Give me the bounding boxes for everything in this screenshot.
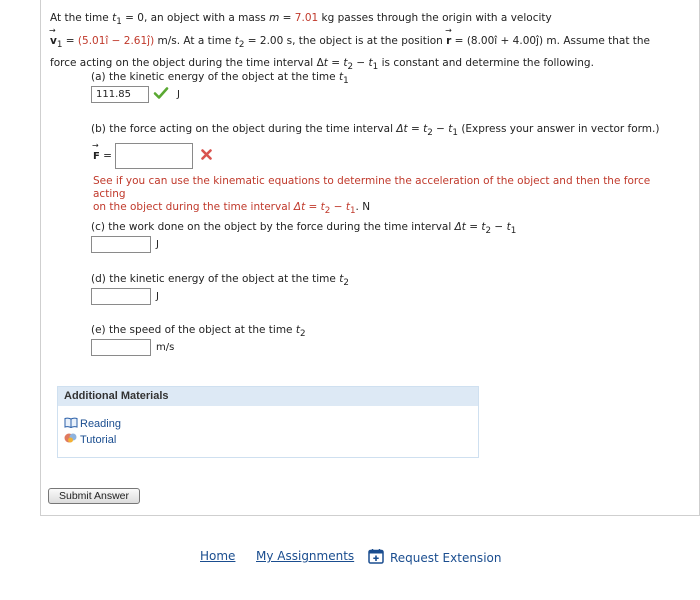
question-intro: At the time $t_1 = 0$, an object with a mass m = 7.01 kg passes through the origin with a velocity → $v_1$ = (5.01î − 2.61ĵ) m/s. At a time $t_2 = 2.00$ s, the object is at the position → r = (8.00î + 4.00ĵ) m. Assume that the force acting on the object during the time interval $\Delta t = t_2 - t_1$ is constant and determine the following. xyxy=(50,9,696,77)
tutorial-icon xyxy=(64,432,80,447)
checkmark-icon xyxy=(153,86,169,103)
part-e-label: (e) the speed of the object at the time $t_2$ xyxy=(91,324,306,340)
hint-text: See if you can use the kinematic equations to determine the acceleration of the object and then the force acting on the object during the time interval $\Delta t = t_2 - t_1$. N xyxy=(93,175,651,217)
request-extension-link[interactable]: Request Extension xyxy=(368,548,501,567)
part-c-label: (c) the work done on the object by the force during the time interval $\Delta t = t_2 - t_1$ xyxy=(91,221,517,237)
submit-answer-button[interactable]: Submit Answer xyxy=(48,488,140,504)
part-a-answer-input[interactable]: 111.85 xyxy=(91,86,149,103)
additional-materials-panel xyxy=(57,386,479,458)
part-c-answer-input[interactable] xyxy=(91,236,151,253)
velocity-vector-symbol: → v xyxy=(50,32,57,51)
mass-value: 7.01 xyxy=(294,12,319,24)
velocity-value: (5.01î − 2.61ĵ) xyxy=(77,34,155,47)
position-vector-symbol: → r xyxy=(446,32,451,51)
part-b-label: (b) the force acting on the object during the time interval $\Delta t = t_2 - t_1$ (Express your answer in vector form.) xyxy=(91,123,660,139)
part-d-label: (d) the kinetic energy of the object at the time $t_2$ xyxy=(91,273,349,289)
additional-materials-title: Additional Materials xyxy=(58,387,478,406)
part-b-answer-row: → F = xyxy=(93,143,212,169)
part-a-label: (a) the kinetic energy of the object at the time $t_1$ xyxy=(91,71,349,87)
part-e-answer-input[interactable] xyxy=(91,339,151,356)
force-vector-symbol: → F xyxy=(93,151,100,162)
home-link[interactable]: Home xyxy=(200,549,236,563)
part-e-answer-row: m/s xyxy=(91,339,174,356)
part-d-answer-input[interactable] xyxy=(91,288,151,305)
my-assignments-link[interactable]: My Assignments xyxy=(256,549,355,563)
part-a-answer-row: 111.85 J xyxy=(91,86,180,103)
calendar-plus-icon xyxy=(368,548,390,567)
book-icon xyxy=(64,417,80,431)
incorrect-x-icon xyxy=(201,149,212,163)
part-b-answer-input[interactable] xyxy=(115,143,193,169)
part-c-answer-row: J xyxy=(91,236,159,253)
reading-link[interactable]: Reading xyxy=(64,417,121,431)
part-d-answer-row: J xyxy=(91,288,159,305)
tutorial-link[interactable]: Tutorial xyxy=(64,432,116,447)
